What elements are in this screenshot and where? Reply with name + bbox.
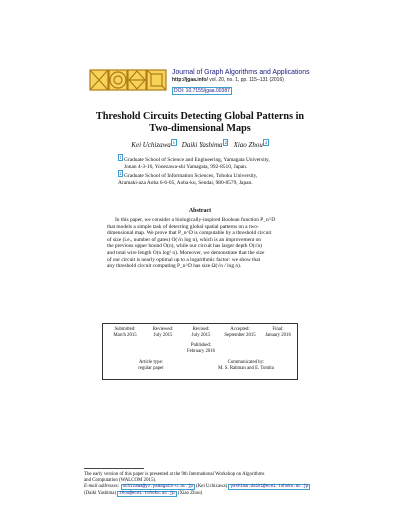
- author-name: Kei Uchizawa: [131, 141, 171, 149]
- abstract-line: of size (i.e., number of gates) O(√n log n), which is an improvement on: [107, 236, 262, 243]
- affiliation-mark[interactable]: 2: [224, 140, 227, 145]
- journal-url[interactable]: http://jgaa.info/: [172, 77, 208, 83]
- affiliation-mark: 2: [119, 171, 122, 177]
- author-list: [60, 140, 340, 149]
- affiliation-1: $^1$ Graduate School of Science and Engineering, Yamagata University, Jonan 4-3-16, Yonezawa-shi Yamagata, 992-8510, Japan.: [119, 155, 270, 170]
- abstract-line: that models a simple task of detecting global spatial patterns on a two-: [107, 223, 259, 230]
- footnote-rule: [84, 468, 144, 469]
- affiliations: [118, 155, 348, 188]
- history-communicated: Communicated by: M. S. Rahman and E. Tomita: [218, 360, 274, 371]
- email-link[interactable]: zhou@ecei.tohoku.ac.jp: [119, 491, 175, 496]
- email-link[interactable]: uchizawa@yz.yamagata-u.ac.jp: [122, 485, 193, 490]
- history-reviewed: Reviewed: July 2015: [152, 327, 174, 338]
- email-link[interactable]: yashima.daiki@ecei.tohoku.ac.jp: [230, 485, 309, 490]
- history-published: Published: February 2016: [186, 343, 216, 354]
- history-submitted: Submitted: March 2015: [113, 327, 137, 338]
- abstract-heading: Abstract: [188, 208, 212, 214]
- journal-title: Journal of Graph Algorithms and Applications: [172, 69, 310, 76]
- history-accepted: Accepted: September 2015: [224, 327, 256, 338]
- journal-logo: [88, 68, 168, 92]
- affiliation-mark[interactable]: 2: [264, 140, 268, 145]
- journal-volume: vol. 20, no. 1, pp. 115–131 (2016): [209, 77, 284, 83]
- journal-volume-line: [172, 77, 342, 84]
- paper-title: Threshold Circuits Detecting Global Patterns in Two-dimensional Maps: [95, 111, 305, 134]
- abstract-line: of our circuit is nearly optimal up to a logarithmic factor: we show that: [107, 256, 261, 263]
- history-final: Final: January 2016: [265, 327, 291, 338]
- author-name: Daiki Yashima: [181, 141, 223, 149]
- abstract-line: the previous upper bound O(n), while our circuit has larger depth O(√n): [107, 243, 262, 250]
- abstract-line: any threshold circuit computing P_n^D has size Ω(√n / log n).: [107, 263, 242, 270]
- abstract-body: [107, 217, 294, 270]
- abstract-line: dimensional map. We prove that P_n^D is computable by a threshold circuit: [107, 230, 272, 237]
- abstract-line: and total wire length O(n log² n). Moreover, we demonstrate that the size: [107, 249, 265, 256]
- footnote: The early version of this paper is presented at the 9th International Workshop on Algorithms and Computation (WALCOM 2015). E-mail addresses: uchizawa@yz.yamagata-u.ac.jp (Kei Uchizawa) yashima.daiki@ecei.tohoku.ac.jp (Daiki Yashima) zhou@ecei.tohoku.ac.jp (Xiao Zhou): [84, 472, 334, 497]
- affiliation-2: $^2$ Graduate School of Information Sciences, Tohoku University, Aramaki-aza Aoba 6-6-05, Aoba-ku, Sendai, 980-8579, Japan.: [118, 171, 258, 187]
- article-history-box: [102, 323, 298, 380]
- history-article-type: Article type: regular paper: [138, 360, 164, 371]
- email-line: (Daiki Yashima) zhou@ecei.tohoku.ac.jp (Xiao Zhou): [84, 490, 203, 496]
- email-line: E-mail addresses: uchizawa@yz.yamagata-u.ac.jp (Kei Uchizawa) yashima.daiki@ecei.tohoku.ac.jp: [84, 484, 309, 490]
- author-name: Xiao Zhou: [233, 141, 263, 149]
- abstract-line: In this paper, we consider a biologically-inspired Boolean function P_n^D: [115, 217, 276, 223]
- journal-header: [172, 69, 342, 95]
- history-revised: Revised: July 2015: [191, 327, 211, 338]
- affiliation-mark: 1: [119, 155, 122, 160]
- doi-link[interactable]: DOI: 10.7155/jgaa.00387: [174, 88, 230, 94]
- affiliation-mark[interactable]: 1: [172, 140, 176, 145]
